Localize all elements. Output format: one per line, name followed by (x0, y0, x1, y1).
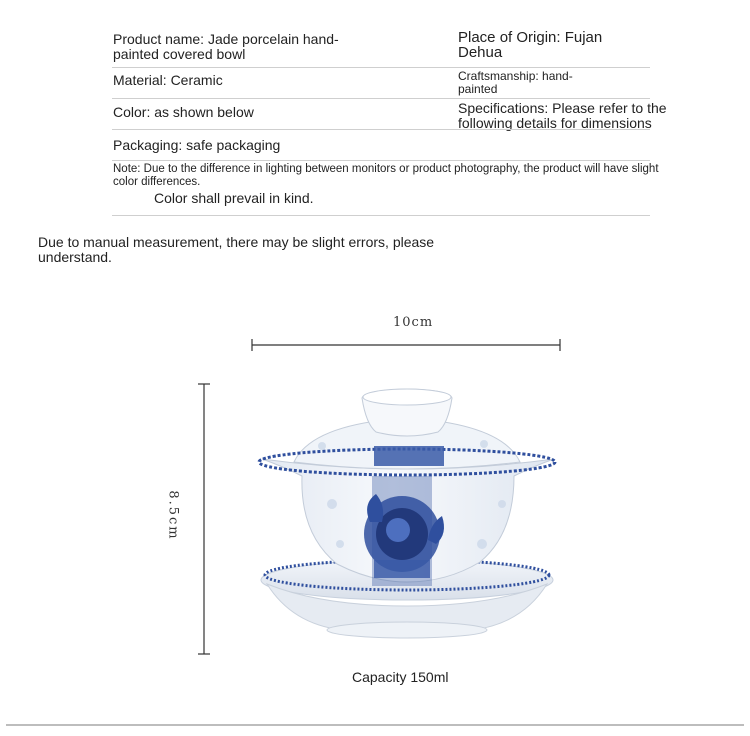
spec-material: Material: Ceramic (113, 72, 223, 88)
height-label: 8.5cm (165, 490, 181, 541)
width-label: 10cm (393, 315, 434, 330)
bottom-divider (6, 724, 744, 726)
gaiwan-image (252, 384, 562, 644)
spec-origin: Place of Origin: Fujan Dehua (458, 29, 603, 61)
measurement-note: Due to manual measurement, there may be slight errors, please understand. (38, 234, 435, 265)
row-divider (112, 98, 650, 99)
row-divider (112, 129, 650, 130)
row-divider (112, 67, 650, 68)
spec-packaging: Packaging: safe packaging (113, 137, 281, 153)
row-divider (112, 215, 650, 216)
spec-craftsmanship: Craftsmanship: hand-painted (458, 69, 573, 96)
prevail-note: Color shall prevail in kind. (154, 190, 314, 206)
row-divider (112, 160, 650, 161)
spec-product-name: Product name: Jade porcelain hand-painted covered bowl (113, 31, 339, 62)
capacity-label: Capacity 150ml (352, 669, 449, 685)
spec-color: Color: as shown below (113, 104, 254, 120)
spec-specifications: Specifications: Please refer to the following details for dimensions (458, 100, 667, 131)
color-note: Note: Due to the difference in lighting between monitors or product photography, the product will have slight color differences. (113, 163, 659, 188)
width-dimension-line (246, 336, 566, 356)
height-dimension-line (194, 378, 214, 658)
